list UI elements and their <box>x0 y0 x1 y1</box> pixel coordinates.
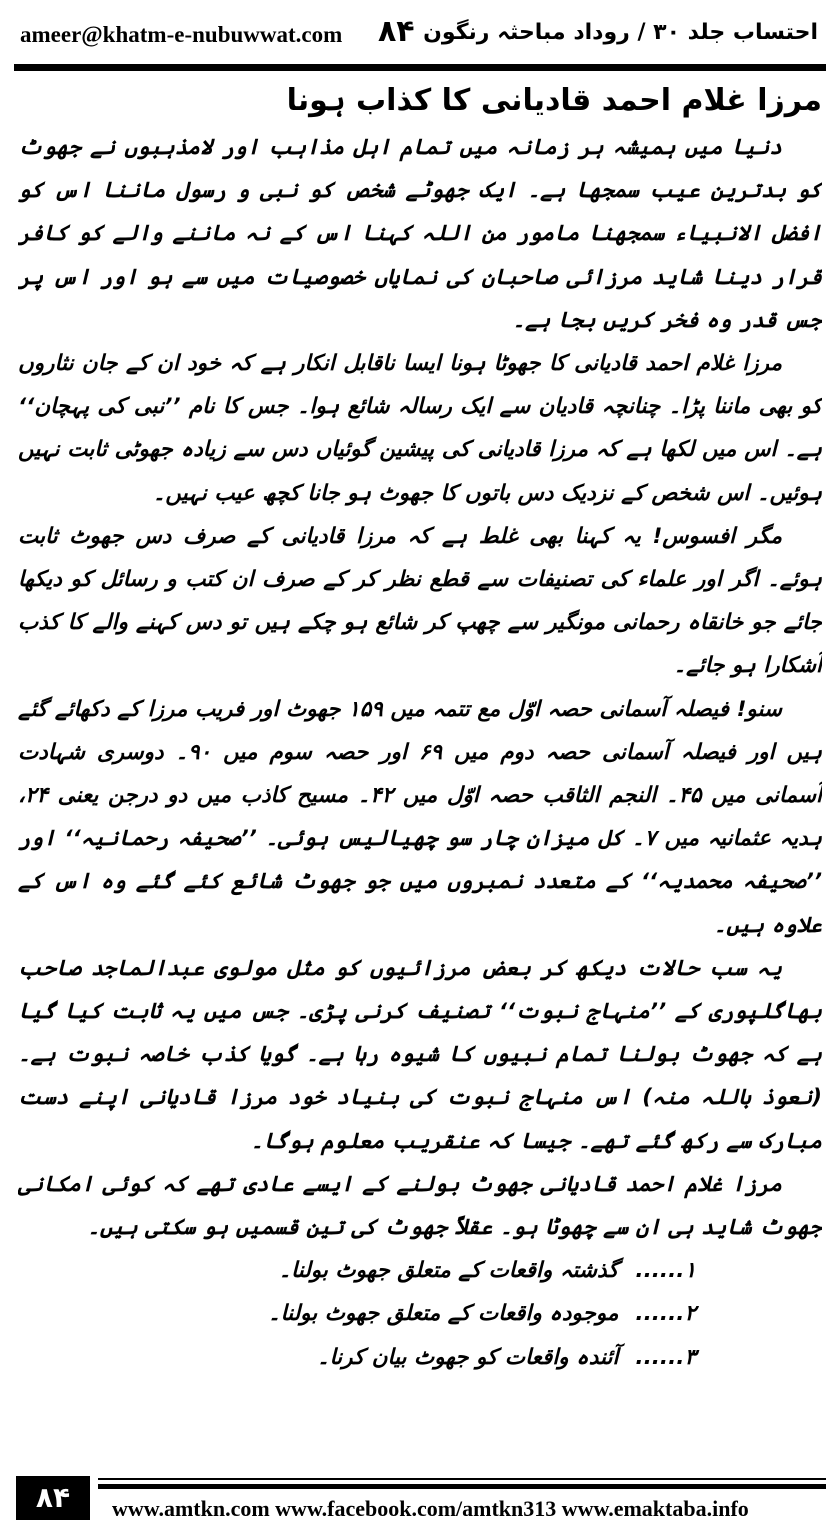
list-item <box>18 1336 822 1379</box>
list-item <box>18 1292 822 1335</box>
list-item-text: آئندہ واقعات کو جھوٹ بیان کرنا۔ <box>317 1344 619 1370</box>
paragraph-1: دنیا میں ہمیشہ ہر زمانہ میں تمام اہل مذاہب اور لامذہبوں نے جھوٹ کو بدترین عیب سمجھا ہے۔ ایک جھوٹے شخص کو نبی و رسول ماننا اس کو افضل الانبیاء سمجھنا مامور من اللہ کہنا اس کے نہ ماننے والے کو کافر قرار دینا شاید مرزائی صاحبان کی نمایاں خصوصیات میں سے ہو اور اس پر جس قدر وہ فخر کریں بجا ہے۔ <box>18 135 822 333</box>
header-divider <box>14 64 826 71</box>
header-book-title: احتساب جلد ۳۰ / روداد مباحثہ رنگون <box>423 20 818 45</box>
paragraph-2: مرزا غلام احمد قادیانی کا جھوٹا ہونا ایسا ناقابل انکار ہے کہ خود ان کے جان نثاروں کو بھی ماننا پڑا۔ چنانچہ قادیان سے ایک رسالہ شائع ہوا۔ جس کا نام ’’نبی کی پہچان‘‘ ہے۔ اس میں لکھا ہے کہ مرزا قادیانی کی پیشین گوئیاں دس سے زیادہ جھوٹی ثابت نہیں ہوئیں۔ اس شخص کے نزدیک دس باتوں کا جھوٹ ہو جانا کچھ عیب نہیں۔ <box>18 351 822 506</box>
section-heading: مرزا غلام احمد قادیانی کا کذاب ہونا <box>286 83 822 118</box>
header-email: ameer@khatm-e-nubuwwat.com <box>20 22 343 47</box>
paragraph-6: مرزا غلام احمد قادیانی جھوٹ بولنے کے ایسے عادی تھے کہ کوئی امکانی جھوٹ شاید ہی ان سے چھوٹا ہو۔ عقلاً جھوٹ کی تین قسمیں ہو سکتی ہیں۔ <box>18 1171 822 1241</box>
paragraph-3: مگر افسوس! یہ کہنا بھی غلط ہے کہ مرزا قادیانی کے صرف دس جھوٹ ثابت ہوئے۔ اگر اور علماء کی تصنیفات سے قطع نظر کر کے صرف ان کتب و رسائل کو دیکھا جائے جو خانقاہ رحمانی مونگیر سے چھپ کر شائع ہو چکے ہیں تو دس کہنے والے کا کذب آشکارا ہو جائے۔ <box>18 523 822 679</box>
list-item-text: گذشتہ واقعات کے متعلق جھوٹ بولنا۔ <box>278 1258 619 1284</box>
page-body <box>18 76 822 1454</box>
footer-divider-thick <box>98 1484 826 1489</box>
footer-divider-thin <box>98 1478 826 1480</box>
header-page-number: ۸۴ <box>378 14 415 49</box>
footer-links: www.amtkn.com www.facebook.com/amtkn313 www.emaktaba.info <box>112 1496 749 1521</box>
footer-page-box: ۸۴ <box>16 1476 90 1520</box>
paragraph-4: سنو! فیصلہ آسمانی حصہ اوّل مع تتمہ میں ۱۵۹ جھوٹ اور فریب مرزا کے دکھائے گئے ہیں اور فیصلہ آسمانی حصہ دوم میں ۶۹ اور حصہ سوم میں ۹۰۔ دوسری شہادت آسمانی میں ۴۵۔ النجم الثاقب حصہ اوّل میں ۴۲۔ مسیح کاذب میں دو درجن یعنی ۲۴، ہدیہ عثمانیہ میں ۷۔ کل میزان چار سو چھیالیس ہوئی۔ ’’صحیفہ رحمانیہ‘‘ اور ’’صحیفہ محمدیہ‘‘ کے متعدد نمبروں میں جو جھوٹ شائع کئے گئے وہ اس کے علاوہ ہیں۔ <box>18 696 822 938</box>
list-item-number: ۱...... <box>635 1258 696 1284</box>
list-item-text: موجودہ واقعات کے متعلق جھوٹ بولنا۔ <box>268 1301 619 1327</box>
list-item-number: ۲...... <box>635 1301 696 1327</box>
page-header <box>0 0 840 64</box>
paragraph-5: یہ سب حالات دیکھ کر بعض مرزائیوں کو مثل مولوی عبدالماجد صاحب بھاگلپوری کے ’’منہاج نبوت‘‘ تصنیف کرنی پڑی۔ جس میں یہ ثابت کیا گیا ہے کہ جھوٹ بولنا تمام نبیوں کا شیوہ رہا ہے۔ گویا کذب خاصہ نبوت ہے۔ (نعوذ باللہ منہ) اس منہاج نبوت کی بنیاد خود مرزا قادیانی اپنے دست مبارک سے رکھ گئے تھے۔ جیسا کہ عنقریب معلوم ہوگا۔ <box>18 955 822 1154</box>
list-item <box>18 1249 822 1292</box>
lie-types-list <box>18 1249 822 1379</box>
list-item-number: ۳...... <box>635 1344 696 1370</box>
